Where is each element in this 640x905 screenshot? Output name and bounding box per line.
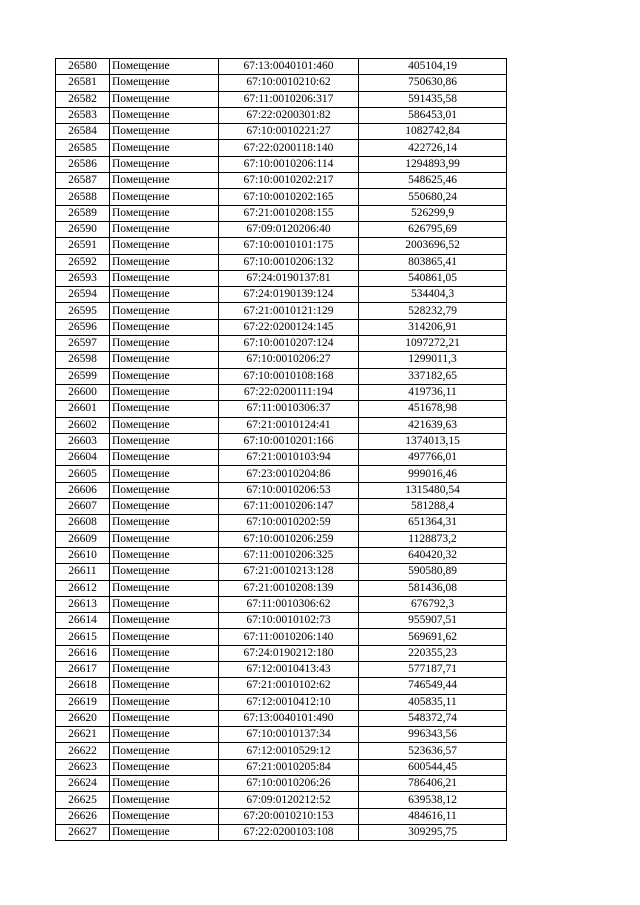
row-number-cell: 26603 [56, 433, 110, 449]
object-type-cell: Помещение [110, 368, 219, 384]
object-type-cell: Помещение [110, 547, 219, 563]
cadastral-value-cell: 996343,56 [359, 727, 507, 743]
row-number-cell: 26587 [56, 173, 110, 189]
cadastral-number-cell: 67:21:0010103:94 [219, 450, 359, 466]
table-row [56, 824, 507, 840]
table-row [56, 319, 507, 335]
row-number-cell: 26595 [56, 303, 110, 319]
cadastral-number-cell: 67:24:0190139:124 [219, 287, 359, 303]
table-row [56, 107, 507, 123]
cadastral-value-cell: 405835,11 [359, 694, 507, 710]
object-type-cell: Помещение [110, 580, 219, 596]
object-type-cell: Помещение [110, 91, 219, 107]
row-number-cell: 26612 [56, 580, 110, 596]
cadastral-number-cell: 67:10:0010108:168 [219, 368, 359, 384]
object-type-cell: Помещение [110, 613, 219, 629]
cadastral-value-cell: 626795,69 [359, 221, 507, 237]
cadastral-number-cell: 67:12:0010529:12 [219, 743, 359, 759]
object-type-cell: Помещение [110, 384, 219, 400]
row-number-cell: 26608 [56, 515, 110, 531]
row-number-cell: 26600 [56, 384, 110, 400]
cadastral-number-cell: 67:21:0010208:139 [219, 580, 359, 596]
row-number-cell: 26593 [56, 270, 110, 286]
table-row [56, 140, 507, 156]
table-row [56, 287, 507, 303]
table-row [56, 564, 507, 580]
table-row [56, 629, 507, 645]
cadastral-number-cell: 67:22:0200301:82 [219, 107, 359, 123]
cadastral-value-cell: 421639,63 [359, 417, 507, 433]
object-type-cell: Помещение [110, 205, 219, 221]
object-type-cell: Помещение [110, 189, 219, 205]
cadastral-number-cell: 67:10:0010206:53 [219, 482, 359, 498]
row-number-cell: 26619 [56, 694, 110, 710]
cadastral-value-cell: 314206,91 [359, 319, 507, 335]
object-type-cell: Помещение [110, 776, 219, 792]
object-type-cell: Помещение [110, 433, 219, 449]
cadastral-value-cell: 590580,89 [359, 564, 507, 580]
row-number-cell: 26606 [56, 482, 110, 498]
cadastral-number-cell: 67:11:0010206:317 [219, 91, 359, 107]
object-type-cell: Помещение [110, 319, 219, 335]
table-row [56, 678, 507, 694]
table-row [56, 384, 507, 400]
cadastral-number-cell: 67:10:0010206:259 [219, 531, 359, 547]
table-row [56, 352, 507, 368]
table-row [56, 124, 507, 140]
table-row [56, 59, 507, 75]
row-number-cell: 26607 [56, 499, 110, 515]
table-row [56, 482, 507, 498]
cadastral-number-cell: 67:11:0010206:325 [219, 547, 359, 563]
cadastral-value-cell: 422726,14 [359, 140, 507, 156]
object-type-cell: Помещение [110, 401, 219, 417]
cadastral-number-cell: 67:10:0010202:217 [219, 173, 359, 189]
row-number-cell: 26601 [56, 401, 110, 417]
table-row [56, 417, 507, 433]
cadastral-value-cell: 550680,24 [359, 189, 507, 205]
object-type-cell: Помещение [110, 645, 219, 661]
cadastral-number-cell: 67:10:0010206:27 [219, 352, 359, 368]
object-type-cell: Помещение [110, 336, 219, 352]
row-number-cell: 26594 [56, 287, 110, 303]
row-number-cell: 26611 [56, 564, 110, 580]
table-row [56, 694, 507, 710]
table-row [56, 75, 507, 91]
row-number-cell: 26610 [56, 547, 110, 563]
table-row [56, 254, 507, 270]
cadastral-value-cell: 451678,98 [359, 401, 507, 417]
cadastral-number-cell: 67:21:0010124:41 [219, 417, 359, 433]
row-number-cell: 26597 [56, 336, 110, 352]
cadastral-value-cell: 786406,21 [359, 776, 507, 792]
object-type-cell: Помещение [110, 515, 219, 531]
cadastral-value-cell: 309295,75 [359, 824, 507, 840]
row-number-cell: 26609 [56, 531, 110, 547]
object-type-cell: Помещение [110, 824, 219, 840]
row-number-cell: 26586 [56, 156, 110, 172]
object-type-cell: Помещение [110, 661, 219, 677]
object-type-cell: Помещение [110, 629, 219, 645]
object-type-cell: Помещение [110, 124, 219, 140]
cadastral-value-cell: 1299011,3 [359, 352, 507, 368]
row-number-cell: 26590 [56, 221, 110, 237]
row-number-cell: 26599 [56, 368, 110, 384]
row-number-cell: 26626 [56, 808, 110, 824]
cadastral-value-cell: 750630,86 [359, 75, 507, 91]
object-type-cell: Помещение [110, 727, 219, 743]
table-row [56, 221, 507, 237]
cadastral-value-cell: 640420,32 [359, 547, 507, 563]
object-type-cell: Помещение [110, 107, 219, 123]
table-row [56, 450, 507, 466]
cadastral-value-cell: 803865,41 [359, 254, 507, 270]
cadastral-number-cell: 67:21:0010121:129 [219, 303, 359, 319]
cadastral-value-cell: 569691,62 [359, 629, 507, 645]
cadastral-value-cell: 220355,23 [359, 645, 507, 661]
table-row [56, 156, 507, 172]
row-number-cell: 26622 [56, 743, 110, 759]
row-number-cell: 26581 [56, 75, 110, 91]
cadastral-value-cell: 581436,08 [359, 580, 507, 596]
cadastral-value-cell: 2003696,52 [359, 238, 507, 254]
cadastral-number-cell: 67:22:0200124:145 [219, 319, 359, 335]
cadastral-number-cell: 67:10:0010210:62 [219, 75, 359, 91]
row-number-cell: 26589 [56, 205, 110, 221]
cadastral-number-cell: 67:21:0010208:155 [219, 205, 359, 221]
row-number-cell: 26617 [56, 661, 110, 677]
cadastral-number-cell: 67:22:0200111:194 [219, 384, 359, 400]
cadastral-value-cell: 548625,46 [359, 173, 507, 189]
table-row [56, 596, 507, 612]
cadastral-number-cell: 67:11:0010306:37 [219, 401, 359, 417]
table-row [56, 661, 507, 677]
table-row [56, 645, 507, 661]
table-row [56, 727, 507, 743]
cadastral-number-cell: 67:22:0200118:140 [219, 140, 359, 156]
cadastral-value-cell: 1374013,15 [359, 433, 507, 449]
table-row [56, 776, 507, 792]
table-row [56, 238, 507, 254]
row-number-cell: 26585 [56, 140, 110, 156]
cadastral-value-cell: 1082742,84 [359, 124, 507, 140]
row-number-cell: 26624 [56, 776, 110, 792]
object-type-cell: Помещение [110, 466, 219, 482]
cadastral-value-cell: 523636,57 [359, 743, 507, 759]
cadastral-number-cell: 67:10:0010206:26 [219, 776, 359, 792]
table-row [56, 759, 507, 775]
row-number-cell: 26614 [56, 613, 110, 629]
table-row [56, 173, 507, 189]
cadastral-value-cell: 999016,46 [359, 466, 507, 482]
table-row [56, 91, 507, 107]
table-row [56, 808, 507, 824]
object-type-cell: Помещение [110, 531, 219, 547]
cadastral-number-cell: 67:10:0010102:73 [219, 613, 359, 629]
cadastral-value-cell: 540861,05 [359, 270, 507, 286]
object-type-cell: Помещение [110, 482, 219, 498]
row-number-cell: 26580 [56, 59, 110, 75]
object-type-cell: Помещение [110, 156, 219, 172]
cadastral-number-cell: 67:21:0010205:84 [219, 759, 359, 775]
object-type-cell: Помещение [110, 596, 219, 612]
cadastral-value-cell: 586453,01 [359, 107, 507, 123]
cadastral-value-cell: 528232,79 [359, 303, 507, 319]
cadastral-number-cell: 67:10:0010101:175 [219, 238, 359, 254]
table-row [56, 515, 507, 531]
row-number-cell: 26615 [56, 629, 110, 645]
row-number-cell: 26605 [56, 466, 110, 482]
cadastral-number-cell: 67:13:0040101:490 [219, 710, 359, 726]
object-type-cell: Помещение [110, 792, 219, 808]
row-number-cell: 26618 [56, 678, 110, 694]
cadastral-number-cell: 67:11:0010306:62 [219, 596, 359, 612]
table-row [56, 270, 507, 286]
cadastral-number-cell: 67:09:0120212:52 [219, 792, 359, 808]
cadastral-number-cell: 67:10:0010202:165 [219, 189, 359, 205]
object-type-cell: Помещение [110, 743, 219, 759]
cadastral-number-cell: 67:10:0010201:166 [219, 433, 359, 449]
object-type-cell: Помещение [110, 270, 219, 286]
table-row [56, 547, 507, 563]
cadastral-value-cell: 1128873,2 [359, 531, 507, 547]
cadastral-number-cell: 67:20:0010210:153 [219, 808, 359, 824]
cadastral-number-cell: 67:11:0010206:147 [219, 499, 359, 515]
table-row [56, 792, 507, 808]
object-type-cell: Помещение [110, 59, 219, 75]
row-number-cell: 26620 [56, 710, 110, 726]
cadastral-value-cell: 746549,44 [359, 678, 507, 694]
object-type-cell: Помещение [110, 173, 219, 189]
table-row [56, 531, 507, 547]
row-number-cell: 26584 [56, 124, 110, 140]
registry-table-body [56, 59, 507, 841]
cadastral-number-cell: 67:21:0010102:62 [219, 678, 359, 694]
row-number-cell: 26621 [56, 727, 110, 743]
table-row [56, 580, 507, 596]
object-type-cell: Помещение [110, 808, 219, 824]
cadastral-value-cell: 419736,11 [359, 384, 507, 400]
object-type-cell: Помещение [110, 450, 219, 466]
cadastral-number-cell: 67:11:0010206:140 [219, 629, 359, 645]
table-row [56, 205, 507, 221]
row-number-cell: 26591 [56, 238, 110, 254]
cadastral-number-cell: 67:22:0200103:108 [219, 824, 359, 840]
cadastral-number-cell: 67:13:0040101:460 [219, 59, 359, 75]
object-type-cell: Помещение [110, 710, 219, 726]
cadastral-number-cell: 67:24:0190212:180 [219, 645, 359, 661]
cadastral-number-cell: 67:10:0010206:114 [219, 156, 359, 172]
table-row [56, 189, 507, 205]
cadastral-value-cell: 484616,11 [359, 808, 507, 824]
object-type-cell: Помещение [110, 140, 219, 156]
table-row [56, 401, 507, 417]
cadastral-value-cell: 577187,71 [359, 661, 507, 677]
cadastral-number-cell: 67:09:0120206:40 [219, 221, 359, 237]
table-row [56, 433, 507, 449]
cadastral-number-cell: 67:12:0010412:10 [219, 694, 359, 710]
cadastral-number-cell: 67:10:0010206:132 [219, 254, 359, 270]
cadastral-number-cell: 67:10:0010137:34 [219, 727, 359, 743]
object-type-cell: Помещение [110, 287, 219, 303]
cadastral-value-cell: 534404,3 [359, 287, 507, 303]
cadastral-value-cell: 651364,31 [359, 515, 507, 531]
cadastral-value-cell: 548372,74 [359, 710, 507, 726]
table-row [56, 743, 507, 759]
table-row [56, 710, 507, 726]
cadastral-value-cell: 1294893,99 [359, 156, 507, 172]
cadastral-number-cell: 67:24:0190137:81 [219, 270, 359, 286]
cadastral-number-cell: 67:10:0010202:59 [219, 515, 359, 531]
object-type-cell: Помещение [110, 759, 219, 775]
object-type-cell: Помещение [110, 564, 219, 580]
object-type-cell: Помещение [110, 352, 219, 368]
cadastral-number-cell: 67:10:0010221:27 [219, 124, 359, 140]
cadastral-value-cell: 581288,4 [359, 499, 507, 515]
cadastral-number-cell: 67:10:0010207:124 [219, 336, 359, 352]
cadastral-value-cell: 526299,9 [359, 205, 507, 221]
object-type-cell: Помещение [110, 75, 219, 91]
row-number-cell: 26592 [56, 254, 110, 270]
object-type-cell: Помещение [110, 499, 219, 515]
row-number-cell: 26623 [56, 759, 110, 775]
table-row [56, 499, 507, 515]
object-type-cell: Помещение [110, 694, 219, 710]
row-number-cell: 26627 [56, 824, 110, 840]
row-number-cell: 26616 [56, 645, 110, 661]
row-number-cell: 26604 [56, 450, 110, 466]
table-row [56, 613, 507, 629]
cadastral-value-cell: 955907,51 [359, 613, 507, 629]
cadastral-value-cell: 639538,12 [359, 792, 507, 808]
row-number-cell: 26613 [56, 596, 110, 612]
table-row [56, 303, 507, 319]
cadastral-number-cell: 67:12:0010413:43 [219, 661, 359, 677]
registry-table [55, 58, 507, 841]
object-type-cell: Помещение [110, 221, 219, 237]
row-number-cell: 26602 [56, 417, 110, 433]
cadastral-number-cell: 67:23:0010204:86 [219, 466, 359, 482]
cadastral-value-cell: 1315480,54 [359, 482, 507, 498]
row-number-cell: 26625 [56, 792, 110, 808]
row-number-cell: 26582 [56, 91, 110, 107]
table-row [56, 466, 507, 482]
object-type-cell: Помещение [110, 303, 219, 319]
cadastral-value-cell: 1097272,21 [359, 336, 507, 352]
row-number-cell: 26598 [56, 352, 110, 368]
object-type-cell: Помещение [110, 417, 219, 433]
row-number-cell: 26596 [56, 319, 110, 335]
cadastral-number-cell: 67:21:0010213:128 [219, 564, 359, 580]
cadastral-value-cell: 497766,01 [359, 450, 507, 466]
object-type-cell: Помещение [110, 254, 219, 270]
cadastral-value-cell: 405104,19 [359, 59, 507, 75]
cadastral-value-cell: 676792,3 [359, 596, 507, 612]
object-type-cell: Помещение [110, 678, 219, 694]
object-type-cell: Помещение [110, 238, 219, 254]
row-number-cell: 26588 [56, 189, 110, 205]
table-row [56, 368, 507, 384]
cadastral-value-cell: 591435,58 [359, 91, 507, 107]
table-row [56, 336, 507, 352]
cadastral-value-cell: 337182,65 [359, 368, 507, 384]
cadastral-value-cell: 600544,45 [359, 759, 507, 775]
row-number-cell: 26583 [56, 107, 110, 123]
